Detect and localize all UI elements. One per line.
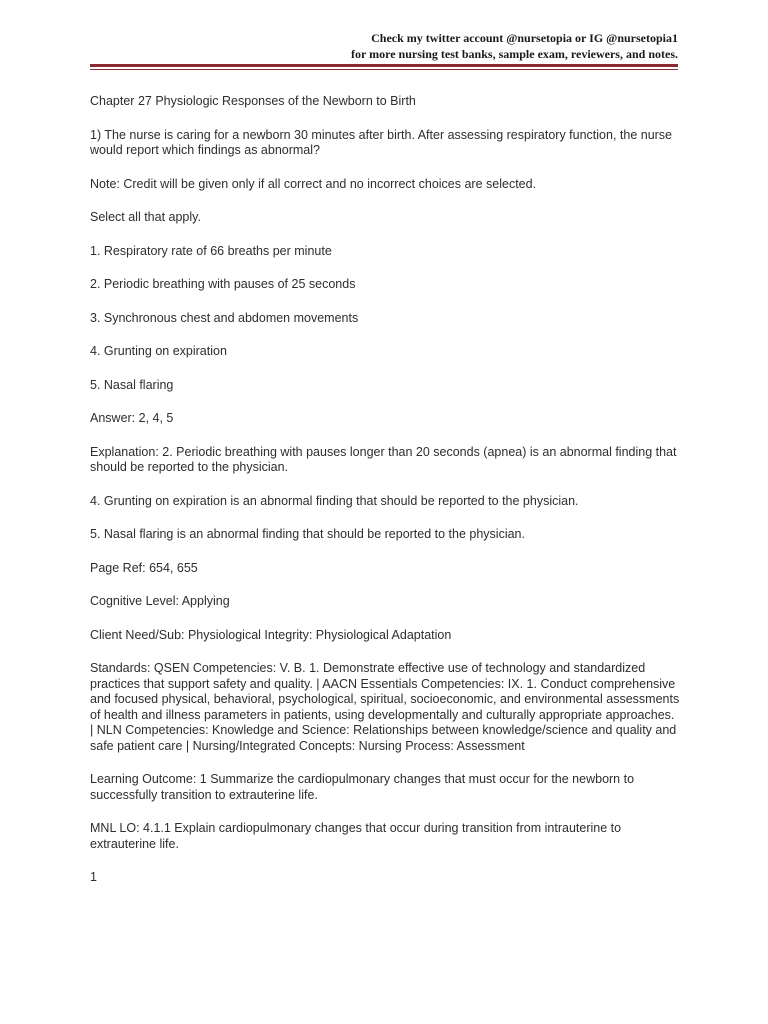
option-1: 1. Respiratory rate of 66 breaths per minute: [90, 243, 332, 258]
option-2: 2. Periodic breathing with pauses of 25 seconds: [90, 277, 356, 291]
cognitive-level: Cognitive Level: Applying: [90, 594, 230, 608]
option-5: 5. Nasal flaring: [90, 377, 174, 392]
note-text: Note: Credit will be given only if all correct and no incorrect choices are selected.: [90, 176, 537, 191]
question-text: 1) The nurse is caring for a newborn 30 minutes after birth. After assessing respiratory function, the nurse would report which findings as abnormal?: [90, 127, 673, 157]
option-4: 4. Grunting on expiration: [90, 344, 227, 358]
page-ref: Page Ref: 654, 655: [90, 560, 198, 575]
option-3: 3. Synchronous chest and abdomen movements: [90, 310, 359, 325]
header-line-2: for more nursing test banks, sample exam, reviewers, and notes.: [351, 47, 678, 61]
header-rule-thick: [90, 64, 678, 67]
client-need: Client Need/Sub: Physiological Integrity: Physiological Adaptation: [90, 627, 452, 642]
explanation-1: Explanation: 2. Periodic breathing with pauses longer than 20 seconds (apnea) is an abnormal finding that should be reported to the physician.: [90, 444, 677, 474]
answer-text: Answer: 2, 4, 5: [90, 411, 174, 425]
explanation-3: 5. Nasal flaring is an abnormal finding that should be reported to the physician.: [90, 527, 525, 541]
chapter-title: Chapter 27 Physiologic Responses of the Newborn to Birth: [90, 94, 416, 108]
mnl-lo: MNL LO: 4.1.1 Explain cardiopulmonary changes that occur during transition from intrauterine to extrauterine life.: [90, 821, 622, 851]
page-header: [351, 30, 678, 62]
learning-outcome: Learning Outcome: 1 Summarize the cardiopulmonary changes that must occur for the newborn to successfully transition to extrauterine life.: [90, 772, 635, 802]
header-line-1: Check my twitter account @nursetopia or IG @nursetopia1: [371, 31, 678, 45]
explanation-2: 4. Grunting on expiration is an abnormal finding that should be reported to the physician.: [90, 493, 579, 508]
page-number: 1: [90, 870, 97, 884]
document-body: [90, 94, 680, 886]
instruction-text: Select all that apply.: [90, 210, 201, 224]
header-rule-thin: [90, 69, 678, 70]
standards-text: Standards: QSEN Competencies: V. B. 1. Demonstrate effective use of technology and standardized practices that support safety and quality. | AACN Essentials Competencies: IX. 1. Conduct comprehensive and focused physical, behavioral, psychological, spiritual, socioeconomic, and environmental assessments of health and illness parameters in patients, using developmentally and culturally appropriate approaches. | NLN Competencies: Knowledge and Science: Relationships between knowledge/science and quality and safe patient care | Nursing/Integrated Concepts: Nursing Process: Assessment: [90, 661, 680, 753]
